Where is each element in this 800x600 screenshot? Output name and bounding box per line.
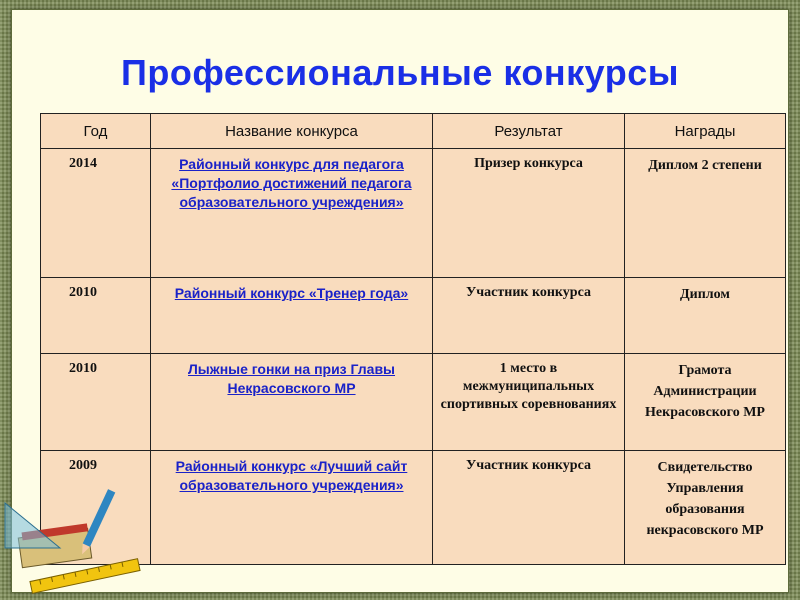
cell-year: 2014 — [41, 149, 151, 278]
header-contest-name: Название конкурса — [151, 114, 433, 149]
table-header-row — [41, 114, 786, 149]
school-supplies-illustration — [0, 478, 150, 600]
cell-result: Участник конкурса — [433, 451, 625, 565]
cell-contest-link[interactable]: Лыжные гонки на приз Главы Некрасовского МР — [151, 354, 433, 451]
contests-table — [40, 113, 786, 565]
cell-year: 2009 — [41, 451, 151, 565]
table-row — [41, 278, 786, 354]
cell-award: Свидетельство Управления образования некрасовского МР — [625, 451, 786, 565]
header-awards: Награды — [625, 114, 786, 149]
cell-year: 2010 — [41, 278, 151, 354]
cell-contest-link[interactable]: Районный конкурс для педагога «Портфолио достижений педагога образовательного учреждения» — [151, 149, 433, 278]
pencil-icon — [78, 489, 115, 556]
cell-year: 2010 — [41, 354, 151, 451]
table-row — [41, 149, 786, 278]
cell-award: Диплом 2 степени — [625, 149, 786, 278]
table-row — [41, 451, 786, 565]
cell-contest-link[interactable]: Районный конкурс «Лучший сайт образовательного учреждения» — [151, 451, 433, 565]
cell-result: Призер конкурса — [433, 149, 625, 278]
cell-contest-link[interactable]: Районный конкурс «Тренер года» — [151, 278, 433, 354]
header-result: Результат — [433, 114, 625, 149]
header-year: Год — [41, 114, 151, 149]
cell-award: Диплом — [625, 278, 786, 354]
table-row — [41, 354, 786, 451]
cell-result: Участник конкурса — [433, 278, 625, 354]
cell-award: Грамота Администрации Некрасовского МР — [625, 354, 786, 451]
cell-result: 1 место в межмуниципальных спортивных соревнованиях — [433, 354, 625, 451]
triangle-ruler-icon — [5, 503, 60, 548]
page-title: Профессиональные конкурсы — [121, 52, 679, 93]
